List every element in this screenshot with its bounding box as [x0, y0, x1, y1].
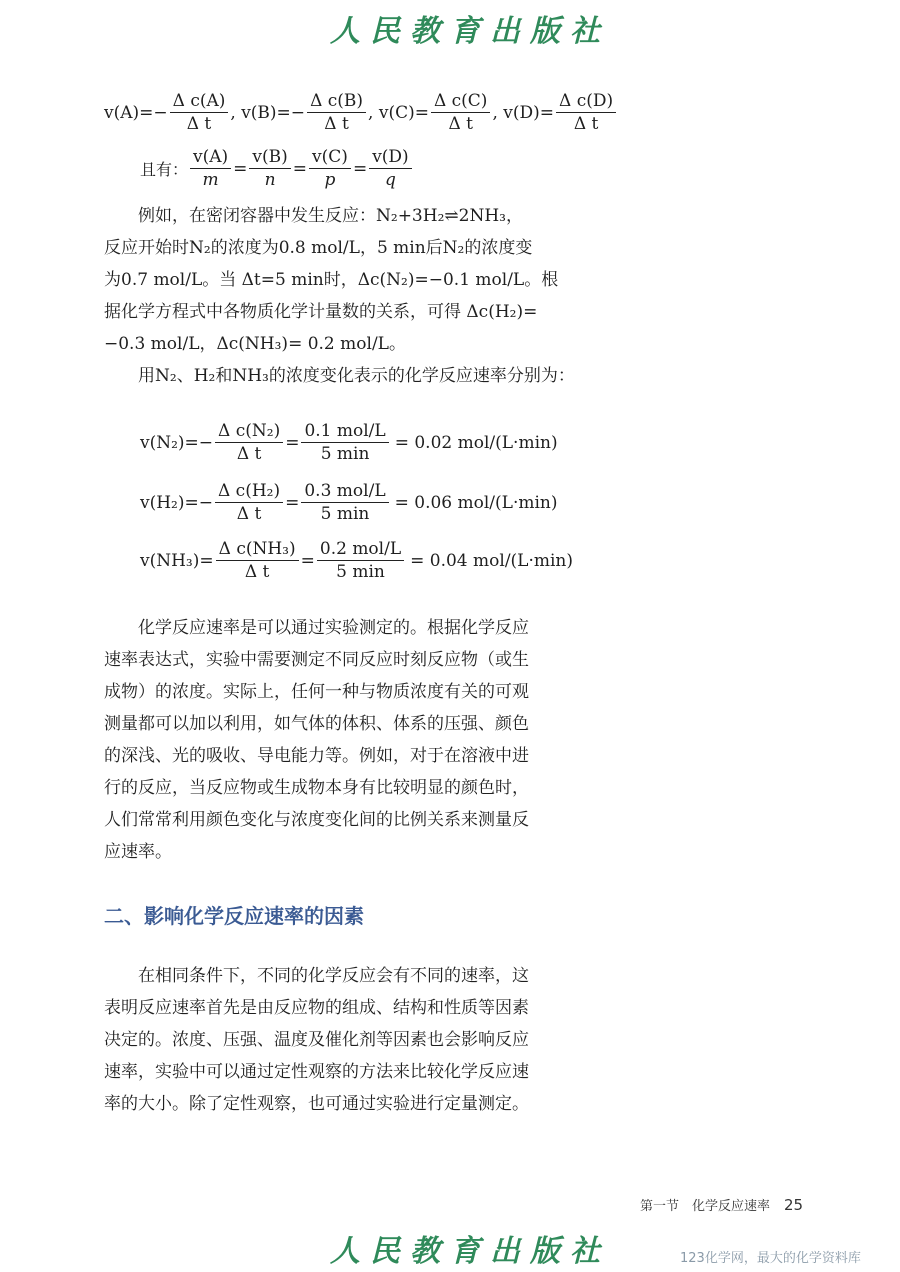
vb-lhs: , v(B)=− — [230, 102, 306, 123]
example-paragraph — [104, 200, 574, 360]
va-fraction: $\frac{\text{Δ c(A)}}{\text{Δ t}}$ — [170, 90, 229, 135]
paragraph-line: −0.3 mol/L，Δc(NH₃)= 0.2 mol/L。 — [104, 334, 406, 354]
paragraph-line: 用N₂、H₂和NH₃的浓度变化表示的化学反应速率分别为： — [138, 366, 575, 386]
calc-delta-fraction: $\frac{\text{Δ c(NH₃)}}{\text{Δ t}}$ — [216, 538, 299, 583]
footer-section-title: 第一节 化学反应速率 — [640, 1199, 771, 1214]
paragraph-line: 速率表达式，实验中需要测定不同反应时刻反应物（或生 — [104, 650, 529, 670]
equals-sign: = — [285, 432, 300, 453]
watermark-text: 123化学网，最大的化学资料库 — [680, 1251, 861, 1266]
calc-value-fraction: $\frac{\text{0.3 mol/L}}{5 \min}$ — [301, 480, 388, 525]
va-lhs: v(A)=− — [104, 102, 168, 123]
vd-lhs: , v(D)= — [492, 102, 555, 123]
paragraph-line: 表明反应速率首先是由反应物的组成、结构和性质等因素 — [104, 998, 529, 1018]
calc-lhs: v(H₂)=− — [140, 492, 213, 513]
paragraph-line: 决定的。浓度、压强、温度及催化剂等因素也会影响反应 — [104, 1030, 529, 1050]
equals-sign: = — [292, 158, 308, 179]
calc-delta-fraction: $\frac{\text{Δ c(N₂)}}{\text{Δ t}}$ — [215, 420, 283, 465]
ratio-fraction-c: $\frac{v(C)}{p}$ — [309, 146, 351, 191]
calc-lhs: v(NH₃)= — [140, 550, 214, 571]
calc-value-fraction: $\frac{\text{0.1 mol/L}}{5 \min}$ — [301, 420, 388, 465]
paragraph-line: 为0.7 mol/L。当 Δt=5 min时，Δc(N₂)=−0.1 mol/L。根 — [104, 270, 559, 290]
calc-result: = 0.02 mol/(L·min) — [394, 432, 558, 453]
calc-value-fraction: $\frac{\text{0.2 mol/L}}{5 \min}$ — [317, 538, 404, 583]
ratio-prefix: 且有： — [140, 160, 189, 179]
paragraph-line: 成物）的浓度。实际上，任何一种与物质浓度有关的可观 — [104, 682, 529, 702]
paragraph-line: 化学反应速率是可以通过实验测定的。根据化学反应 — [138, 618, 529, 638]
ratio-fraction-a: $\frac{v(A)}{m}$ — [190, 146, 231, 191]
ratio-relation — [140, 146, 414, 191]
equals-sign: = — [285, 492, 300, 513]
equals-sign: = — [233, 158, 248, 179]
equals-sign: = — [300, 550, 315, 571]
calc-h2 — [140, 480, 558, 525]
publisher-logo-header: 人民教育出版社 — [330, 14, 610, 49]
vc-lhs: , v(C)= — [368, 102, 429, 123]
calc-nh3 — [140, 538, 573, 583]
paragraph-line: 在相同条件下，不同的化学反应会有不同的速率，这 — [138, 966, 529, 986]
publisher-logo-footer: 人民教育出版社 — [330, 1234, 610, 1269]
paragraph-line: 据化学方程式中各物质化学计量数的关系，可得 Δc(H₂)= — [104, 302, 538, 322]
ratio-fraction-d: $\frac{v(D)}{q}$ — [369, 146, 412, 191]
equals-sign: = — [352, 158, 368, 179]
factors-paragraph — [104, 960, 574, 1120]
ratio-fraction-b: $\frac{v(B)}{n}$ — [249, 146, 290, 191]
calc-n2 — [140, 420, 558, 465]
calc-result: = 0.04 mol/(L·min) — [410, 550, 574, 571]
paragraph-line: 人们常常利用颜色变化与浓度变化间的比例关系来测量反 — [104, 810, 529, 830]
section-heading: 二、影响化学反应速率的因素 — [104, 904, 364, 928]
paragraph-line: 测量都可以加以利用，如气体的体积、体系的压强、颜色 — [104, 714, 529, 734]
intro-paragraph — [104, 360, 574, 392]
paragraph-line: 反应开始时N₂的浓度为0.8 mol/L，5 min后N₂的浓度变 — [104, 238, 533, 258]
page-number: 25 — [784, 1196, 804, 1214]
measurement-paragraph — [104, 612, 574, 868]
calc-lhs: v(N₂)=− — [140, 432, 214, 453]
paragraph-line: 行的反应，当反应物或生成物本身有比较明显的颜色时， — [104, 778, 529, 798]
paragraph-line: 的深浅、光的吸收、导电能力等。例如，对于在溶液中进 — [104, 746, 529, 766]
vc-fraction: $\frac{\text{Δ c(C)}}{\text{Δ t}}$ — [431, 90, 490, 135]
calc-result: = 0.06 mol/(L·min) — [394, 492, 558, 513]
paragraph-line: 应速率。 — [104, 842, 172, 862]
vd-fraction: $\frac{\text{Δ c(D)}}{\text{Δ t}}$ — [556, 90, 616, 135]
vb-fraction: $\frac{\text{Δ c(B)}}{\text{Δ t}}$ — [307, 90, 366, 135]
rate-definitions — [104, 90, 618, 135]
paragraph-line: 速率，实验中可以通过定性观察的方法来比较化学反应速 — [104, 1062, 529, 1082]
paragraph-line: 率的大小。除了定性观察，也可通过实验进行定量测定。 — [104, 1094, 529, 1114]
paragraph-line: 例如，在密闭容器中发生反应：N₂+3H₂⇌2NH₃， — [138, 206, 523, 226]
page-footer — [640, 1195, 803, 1214]
calc-delta-fraction: $\frac{\text{Δ c(H₂)}}{\text{Δ t}}$ — [215, 480, 283, 525]
